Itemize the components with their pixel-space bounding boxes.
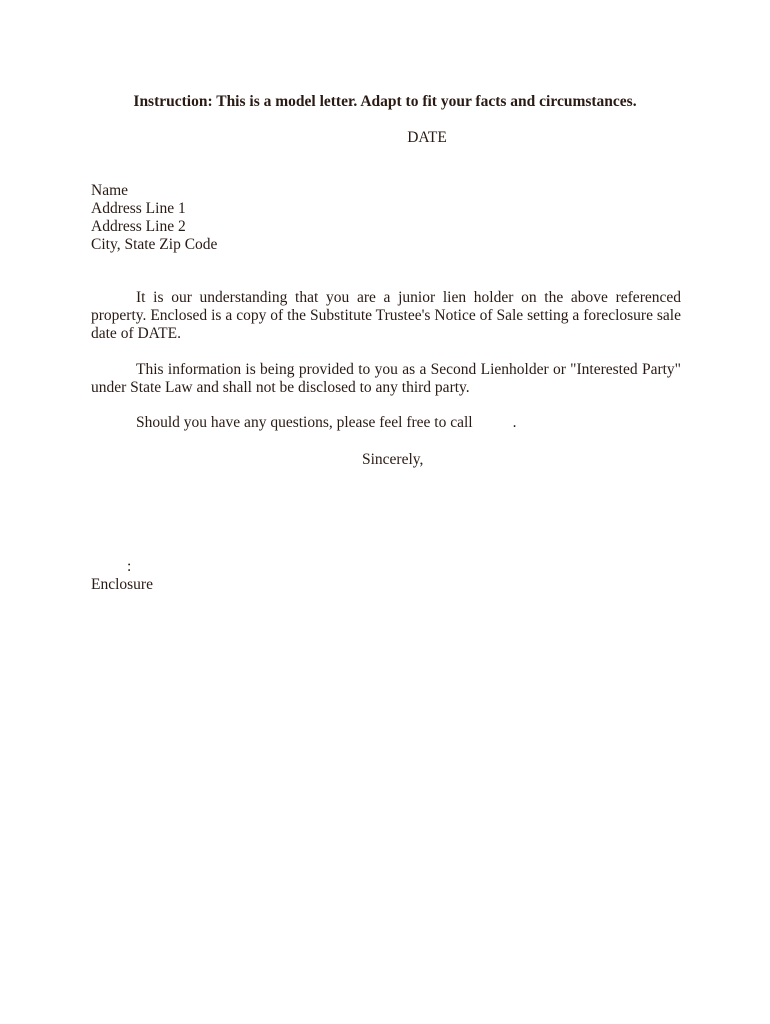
- paragraph-3-end: .: [512, 414, 517, 431]
- recipient-address-block: [91, 182, 217, 254]
- paragraph-1-text: It is our understanding that you are a junior lien holder on the above referenced property. Enclosed is a copy of the Substitute Trustee's Notice of Sale setting a foreclosure sale date of DATE.: [91, 289, 681, 342]
- recipient-address-line-2: Address Line 2: [91, 218, 186, 235]
- recipient-city-state-zip: City, State Zip Code: [91, 236, 218, 253]
- paragraph-3-text: Should you have any questions, please feel free to call: [136, 414, 473, 431]
- instruction-heading: Instruction: This is a model letter. Adapt to fit your facts and circumstances.: [133, 93, 637, 110]
- letter-date: DATE: [407, 129, 447, 146]
- body-paragraph-2: [91, 361, 681, 397]
- paragraph-2-text: This information is being provided to you as a Second Lienholder or "Interested Party" under State Law and shall not be disclosed to any third party.: [91, 361, 681, 396]
- recipient-name: Name: [91, 182, 129, 199]
- body-paragraph-3: [91, 414, 681, 432]
- signature-colon-mark: :: [127, 558, 132, 575]
- closing-salutation: Sincerely,: [362, 451, 424, 468]
- recipient-address-line-1: Address Line 1: [91, 200, 186, 217]
- body-paragraph-1: [91, 289, 681, 343]
- enclosure-note: Enclosure: [91, 576, 153, 593]
